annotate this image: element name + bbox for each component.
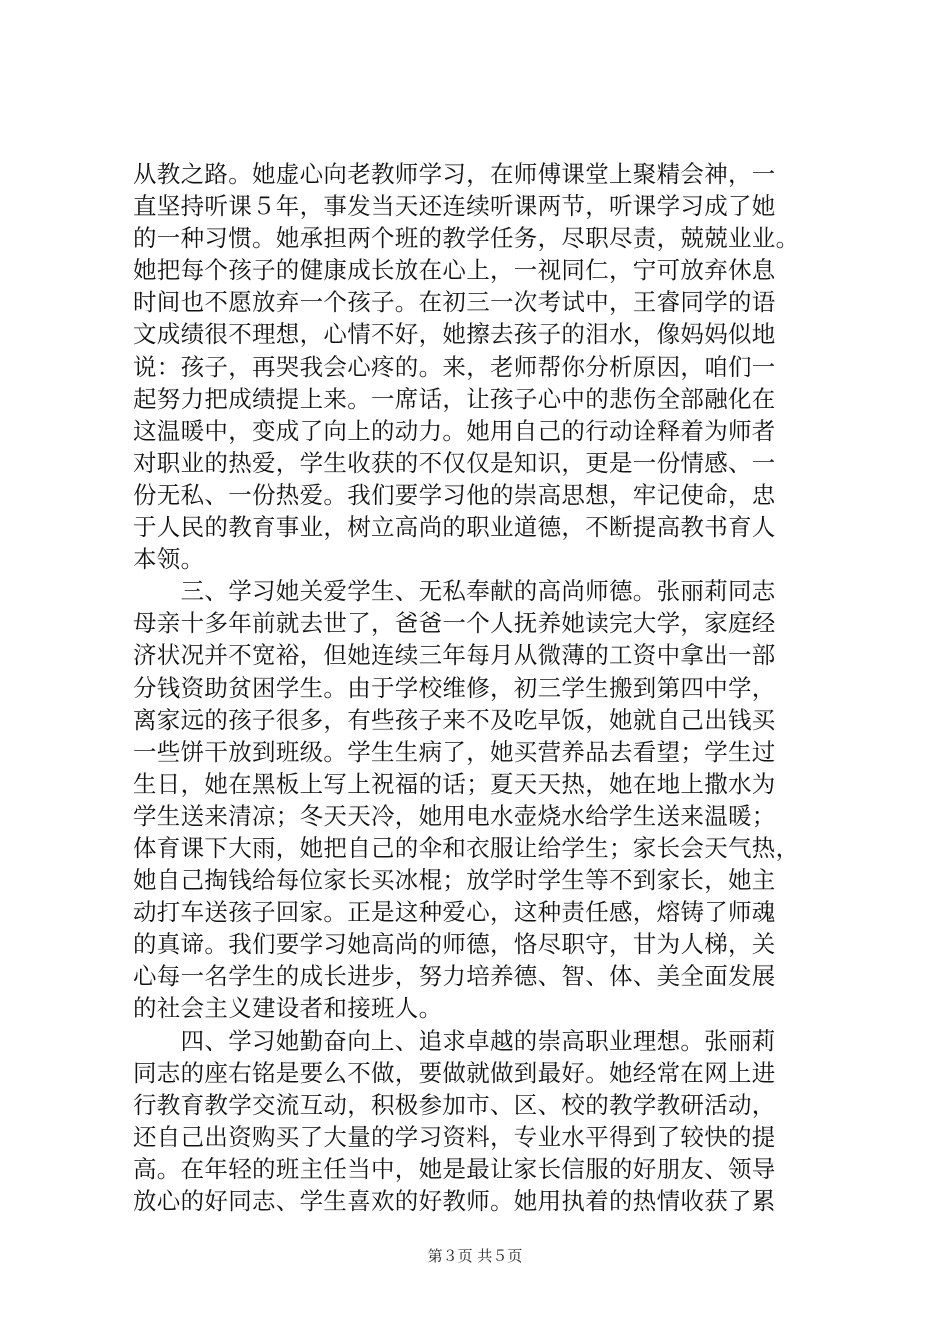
text-line: 还自己出资购买了大量的学习资料，专业水平得到了较快的提 [133,1122,776,1151]
text-line: 高。在年轻的班主任当中，她是最让家长信服的好朋友、领导 [133,1154,776,1183]
text-line: 济状况并不宽裕，但她连续三年每月从微薄的工资中拿出一部 [133,641,776,670]
body-text [133,158,833,1217]
text-line: 的社会主义建设者和接班人。 [133,994,443,1023]
text-line: 文成绩很不理想，心情不好，她擦去孩子的泪水，像妈妈似地 [133,320,776,349]
text-line: 说：孩子，再哭我会心疼的。来，老师帮你分析原因，咱们一 [133,352,776,381]
text-line: 直坚持听课５年，事发当天还连续听课两节，听课学习成了她 [133,192,776,221]
text-line: 对职业的热爱，学生收获的不仅仅是知识，更是一份情感、一 [133,448,776,477]
text-line: 的真谛。我们要学习她高尚的师德，恪尽职守，甘为人梯，关 [133,930,776,959]
text-line: 时间也不愿放弃一个孩子。在初三一次考试中，王睿同学的语 [133,288,776,317]
text-line: 三、学习她关爱学生、无私奉献的高尚师德。张丽莉同志 [133,577,776,606]
text-line: 学生送来清凉；冬天天冷，她用电水壶烧水给学生送来温暖； [133,801,776,830]
text-line: 的一种习惯。她承担两个班的教学任务，尽职尽责，兢兢业业。 [133,224,800,253]
text-line: 这温暖中，变成了向上的动力。她用自己的行动诠释着为师者 [133,416,776,445]
text-line: 份无私、一份热爱。我们要学习他的崇高思想，牢记使命，忠 [133,480,776,509]
text-line: 起努力把成绩提上来。一席话，让孩子心中的悲伤全部融化在 [133,384,776,413]
text-line: 她自己掏钱给每位家长买冰棍；放学时学生等不到家长，她主 [133,866,776,895]
text-line: 母亲十多年前就去世了，爸爸一个人抚养她读完大学，家庭经 [133,609,776,638]
text-line: 分钱资助贫困学生。由于学校维修，初三学生搬到第四中学， [133,673,776,702]
text-line: 体育课下大雨，她把自己的伞和衣服让给学生；家长会天气热， [133,833,800,862]
text-line: 一些饼干放到班级。学生生病了，她买营养品去看望；学生过 [133,737,776,766]
text-line: 放心的好同志、学生喜欢的好教师。她用执着的热情收获了累 [133,1187,776,1215]
text-line: 从教之路。她虚心向老教师学习，在师傅课堂上聚精会神，一 [133,160,776,188]
text-line: 生日，她在黑板上写上祝福的话；夏天天热，她在地上撒水为 [133,769,776,798]
text-line: 本领。 [133,545,205,574]
text-line: 心每一名学生的成长进步，努力培养德、智、体、美全面发展 [133,962,776,991]
text-line: 同志的座右铭是要么不做，要做就做到最好。她经常在网上进 [133,1058,776,1087]
text-line: 她把每个孩子的健康成长放在心上，一视同仁，宁可放弃休息 [133,256,776,285]
text-line: 离家远的孩子很多，有些孩子来不及吃早饭，她就自己出钱买 [133,705,776,734]
text-line: 四、学习她勤奋向上、追求卓越的崇高职业理想。张丽莉 [133,1026,776,1055]
text-line: 动打车送孩子回家。正是这种爱心，这种责任感，熔铸了师魂 [133,898,776,927]
text-line: 行教育教学交流互动，积极参加市、区、校的教学教研活动， [133,1090,776,1119]
text-line: 于人民的教育事业，树立高尚的职业道德，不断提高教书育人 [133,513,776,542]
page-footer: 第３页 共５页 [427,1247,523,1265]
